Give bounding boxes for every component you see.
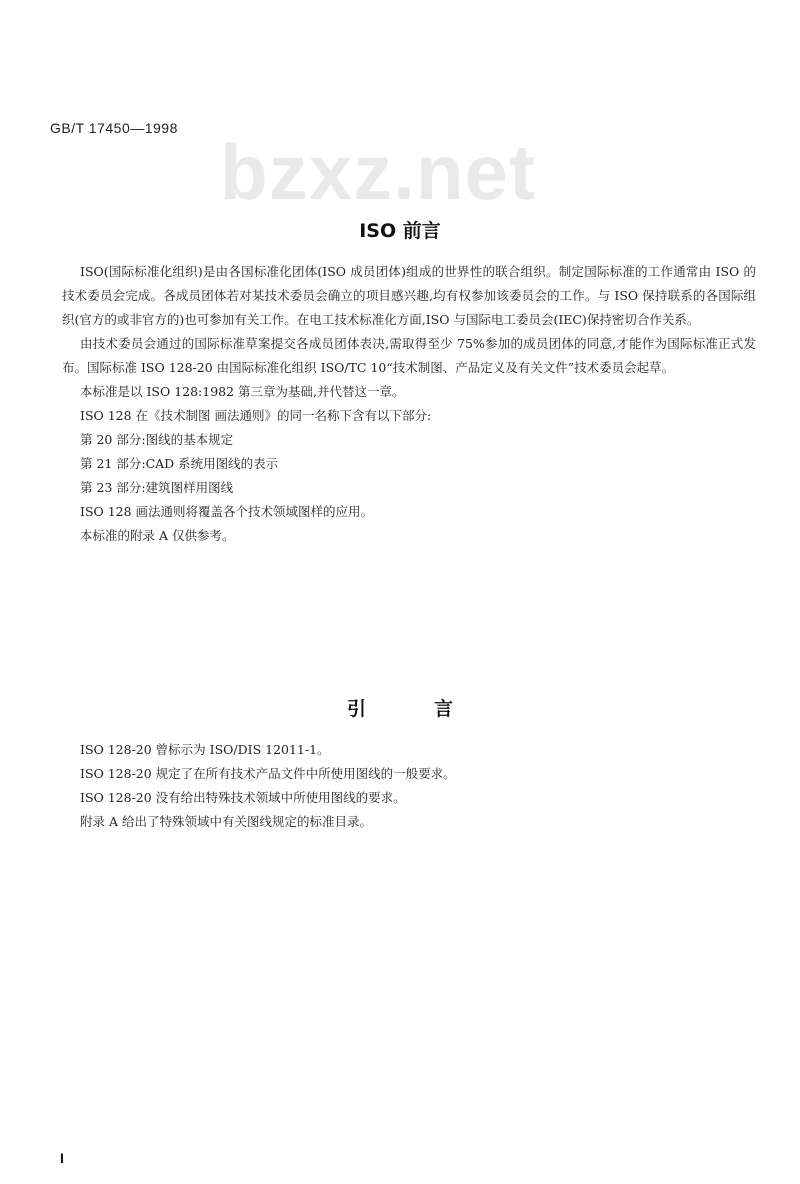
introduction-line: 附录 A 给出了特殊领域中有关图线规定的标准目录。 [80,814,372,829]
introduction-line: ISO 128-20 规定了在所有技术产品文件中所使用图线的一般要求。 [80,766,456,781]
introduction-title: 引言 [346,698,521,720]
foreword-body [62,260,756,548]
foreword-paragraph: ISO(国际标准化组织)是由各国标准化团体(ISO 成员团体)组成的世界性的联合组织。制定国际标准的工作通常由 ISO 的技术委员会完成。各成员团体若对某技术委员会确立的项目感兴趣,均有权参加该委员会的工作。与 ISO 保持联系的各国际组织(官方的或非官方的)也可参加有关工作。在电工技术标准化方面,ISO 与国际电工委员会(IEC)保持密切合作关系。 [62,264,756,327]
introduction-line: ISO 128-20 没有给出特殊技术领域中所使用图线的要求。 [80,790,406,805]
introduction-body [80,738,756,834]
foreword-line: 本标准的附录 A 仅供参考。 [80,528,235,543]
foreword-line: ISO 128 画法通则将覆盖各个技术领域图样的应用。 [80,504,374,519]
foreword-line: 第 21 部分:CAD 系统用图线的表示 [80,456,279,471]
standard-code: GB/T 17450—1998 [50,120,178,136]
foreword-line: 第 23 部分:建筑图样用图线 [80,480,234,495]
introduction-line: ISO 128-20 曾标示为 ISO/DIS 12011-1。 [80,742,330,757]
foreword-line: 本标准是以 ISO 128:1982 第三章为基础,并代替这一章。 [80,384,405,399]
watermark: bzxz.net [220,128,536,216]
foreword-line: 第 20 部分:图线的基本规定 [80,432,234,447]
foreword-title: ISO 前言 [359,220,441,242]
page-number: I [60,1150,64,1166]
foreword-line: ISO 128 在《技术制图 画法通则》的同一名称下含有以下部分: [80,408,432,423]
foreword-paragraph: 由技术委员会通过的国际标准草案提交各成员团体表决,需取得至少 75%参加的成员团体的同意,才能作为国际标准正式发布。国际标准 ISO 128-20 由国际标准化组织 ISO/TC 10“技术制图、产品定义及有关文件”技术委员会起草。 [62,336,756,375]
